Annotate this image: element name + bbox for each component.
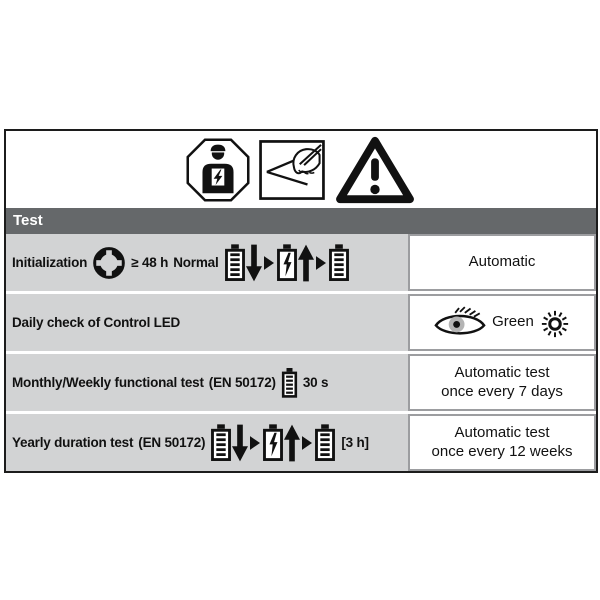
battery-discharge-icon [210, 424, 232, 462]
functional-test-label: Monthly/Weekly functional test [12, 375, 204, 390]
test-table [4, 129, 598, 473]
safety-icon-strip [6, 131, 596, 208]
initialization-result-cell [408, 234, 596, 291]
arrow-up-icon [298, 244, 314, 282]
functional-test-standard: (EN 50172) [208, 375, 276, 390]
cycle-icon [92, 246, 126, 280]
play-separator-icon [264, 256, 274, 270]
row-functional-test [6, 354, 596, 411]
initialization-condition: ≥ 48 h [131, 255, 169, 270]
led-status-text: Green [492, 313, 534, 331]
electrician-icon [186, 138, 250, 202]
battery-cycle-sequence [210, 424, 336, 462]
duration-test-result-cell [408, 414, 596, 471]
warning-icon [334, 134, 416, 206]
led-glow-icon [540, 308, 570, 338]
duration-test-duration: [3 h] [341, 435, 369, 450]
duration-test-cell [6, 414, 408, 471]
battery-charging-icon [262, 424, 284, 462]
eye-icon [434, 305, 486, 340]
daily-check-result-cell [408, 294, 596, 351]
row-daily-check [6, 294, 596, 351]
play-separator-icon [250, 436, 260, 450]
duration-test-result [432, 424, 573, 461]
arrow-down-icon [232, 424, 248, 462]
result-line1: Automatic test [454, 364, 550, 382]
daily-check-cell [6, 294, 408, 351]
result-line2: once every 12 weeks [431, 442, 573, 460]
initialization-cell [6, 234, 408, 291]
battery-icon [281, 368, 298, 398]
duration-test-label: Yearly duration test [12, 435, 134, 450]
battery-cycle-sequence [224, 244, 350, 282]
functional-test-cell [6, 354, 408, 411]
result-line1: Automatic test [454, 424, 550, 442]
functional-test-duration: 30 s [302, 375, 329, 390]
table-header: Test [6, 208, 596, 234]
initialization-label: Initialization [12, 255, 88, 270]
battery-full-icon [314, 424, 336, 462]
play-separator-icon [302, 436, 312, 450]
row-initialization [6, 234, 596, 291]
result-line2: once every 7 days [441, 382, 563, 400]
do-not-touch-icon [259, 140, 325, 200]
battery-discharge-icon [224, 244, 246, 282]
arrow-down-icon [246, 244, 262, 282]
initialization-result: Automatic [468, 253, 536, 271]
battery-charging-icon [276, 244, 298, 282]
functional-test-result [441, 364, 563, 401]
battery-full-icon [328, 244, 350, 282]
initialization-mode: Normal [173, 255, 219, 270]
play-separator-icon [316, 256, 326, 270]
daily-check-label: Daily check of Control LED [12, 315, 181, 330]
functional-test-result-cell [408, 354, 596, 411]
arrow-up-icon [284, 424, 300, 462]
row-duration-test [6, 414, 596, 471]
duration-test-standard: (EN 50172) [138, 435, 206, 450]
